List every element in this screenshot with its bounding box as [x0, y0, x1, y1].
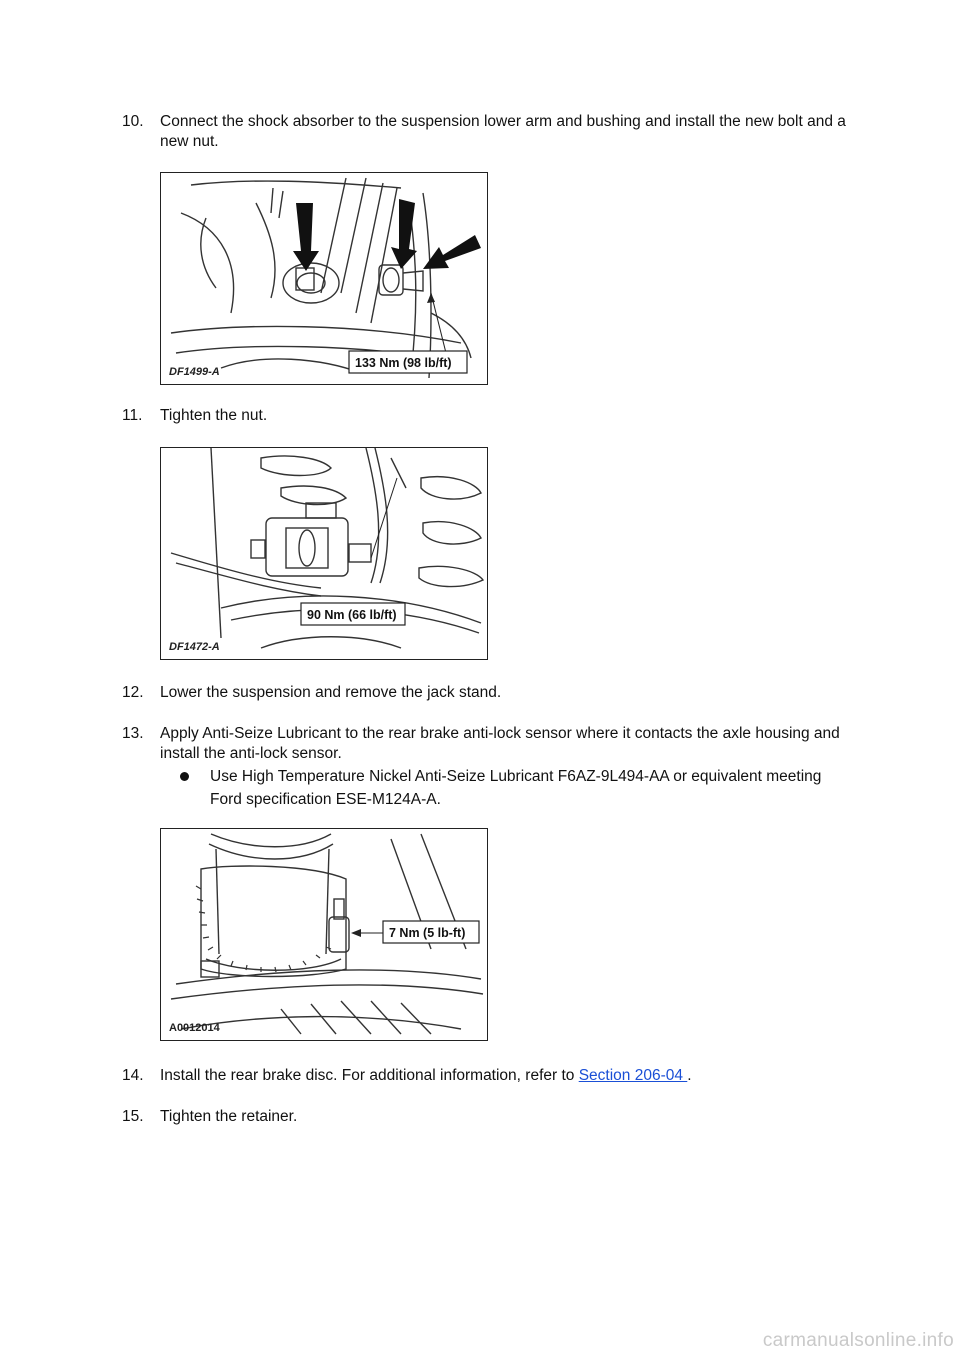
torque-label: 133 Nm (98 lb/ft) — [355, 356, 452, 370]
step-13 — [122, 724, 862, 764]
abs-sensor-illustration — [161, 829, 487, 1040]
bullet-text: Use High Temperature Nickel Anti-Seize Lubricant F6AZ-9L494-AA or equivalent meeting Ford specification ESE-M124A-A. — [210, 768, 822, 808]
step-text — [160, 1066, 862, 1086]
step-10 — [122, 112, 862, 152]
figure-shock-absorber-bolt — [160, 172, 488, 385]
shock-absorber-illustration — [161, 173, 487, 384]
step-text-after: . — [687, 1067, 692, 1084]
torque-label: 90 Nm (66 lb/ft) — [307, 608, 397, 622]
step-text: Connect the shock absorber to the suspension lower arm and bushing and install the new bolt and a new nut. — [160, 113, 846, 150]
step-number: 15. — [122, 1108, 144, 1125]
watermark: carmanualsonline.info — [762, 1330, 954, 1351]
step-text-before: Install the rear brake disc. For additional information, refer to — [160, 1067, 579, 1084]
figure-code: DF1472-A — [169, 641, 220, 653]
tighten-nut-illustration — [161, 448, 487, 659]
step-15 — [122, 1107, 862, 1127]
figure-abs-sensor — [160, 828, 488, 1041]
step-number: 14. — [122, 1067, 144, 1084]
step-text: Tighten the nut. — [160, 407, 268, 424]
figure-code: DF1499-A — [169, 366, 220, 378]
step-number: 11. — [122, 407, 143, 424]
step-text: Tighten the retainer. — [160, 1108, 298, 1125]
step-11 — [122, 406, 862, 426]
step-text: Apply Anti-Seize Lubricant to the rear brake anti-lock sensor where it contacts the axle housing and install the anti-lock sensor. — [160, 725, 840, 762]
step-14 — [122, 1066, 862, 1086]
step-number: 13. — [122, 725, 144, 742]
step-12 — [122, 683, 862, 703]
step-number: 10. — [122, 113, 144, 130]
section-206-04-link[interactable]: Section 206-04 — [578, 1067, 688, 1084]
figure-code: A0012014 — [169, 1022, 220, 1034]
bullet-dot-icon — [180, 772, 189, 781]
step-number: 12. — [122, 684, 144, 701]
figure-tighten-nut — [160, 447, 488, 660]
step-text: Lower the suspension and remove the jack stand. — [160, 684, 502, 701]
step-13-bullet — [180, 765, 840, 811]
torque-label: 7 Nm (5 lb-ft) — [389, 926, 466, 940]
